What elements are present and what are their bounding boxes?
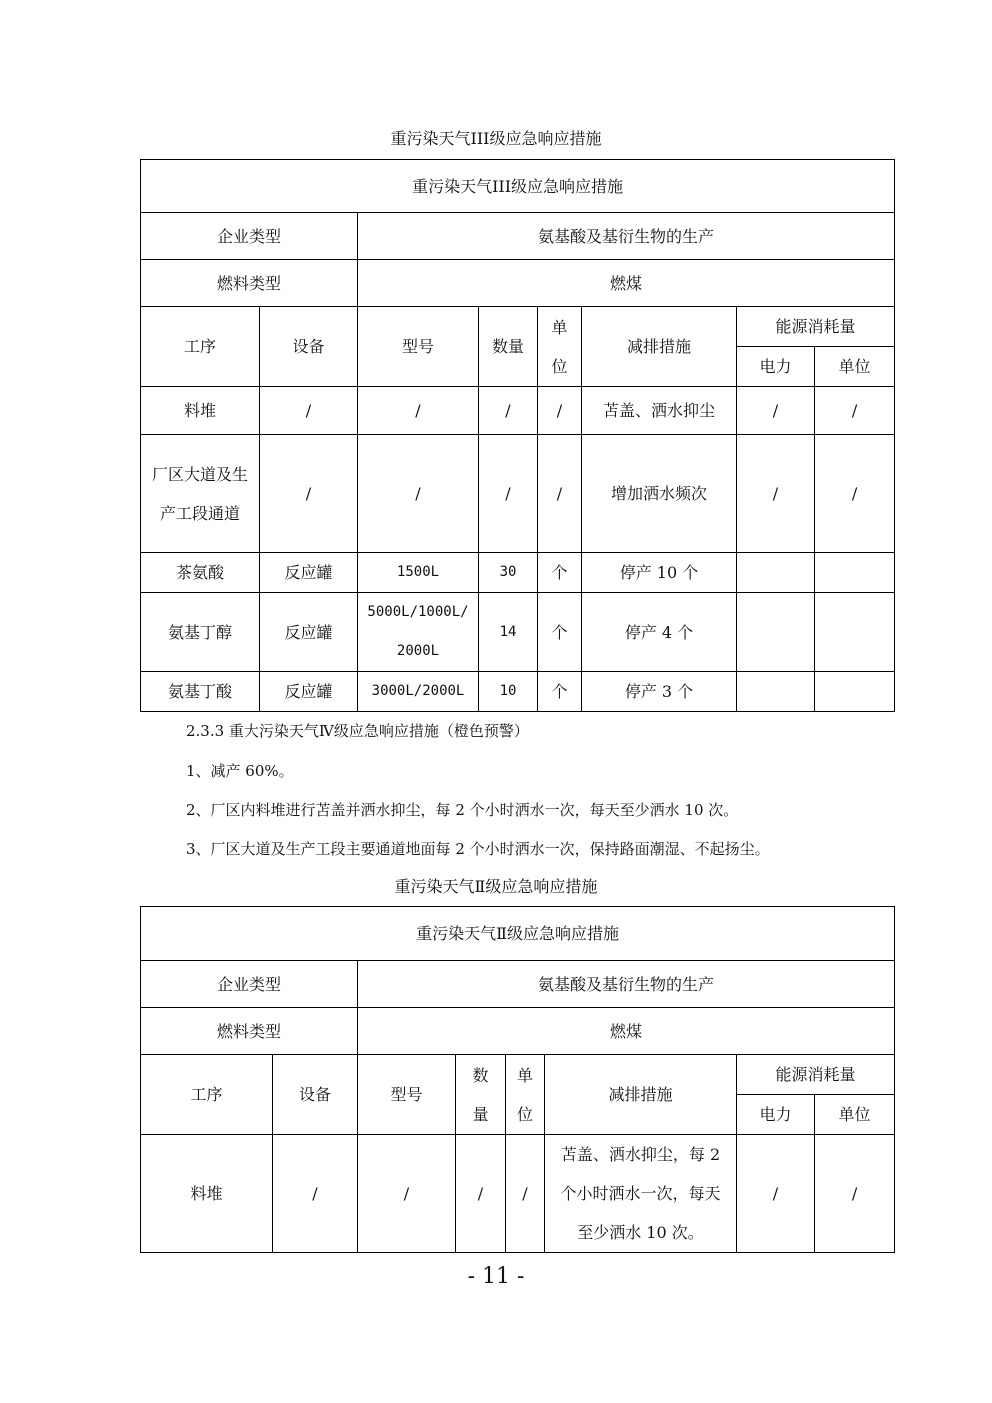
- quantity-char-2: 量: [472, 1104, 489, 1124]
- cell-power: /: [737, 1135, 815, 1253]
- table2-header-energy: 能源消耗量: [737, 1055, 895, 1095]
- table2-title: 重污染天气Ⅱ级应急响应措施: [141, 907, 895, 961]
- table-row: [141, 553, 895, 593]
- table1-enterprise-value: 氨基酸及基衍生物的生产: [358, 213, 895, 260]
- cell-measures: 停产 10 个: [582, 553, 737, 593]
- cell-model: 3000L/2000L: [358, 672, 479, 712]
- cell-power: /: [737, 435, 815, 553]
- cell-process: 氨基丁酸: [141, 672, 260, 712]
- cell-process: 料堆: [141, 1135, 273, 1253]
- table1-fuel-label: 燃料类型: [141, 260, 358, 307]
- table-row: [141, 593, 895, 672]
- cell-unit: 个: [538, 672, 582, 712]
- unit-char-2: 位: [516, 1104, 533, 1124]
- cell-process: 厂区大道及生产工段通道: [141, 435, 260, 553]
- cell-equipment: /: [260, 435, 358, 553]
- cell-unit: /: [538, 387, 582, 435]
- table1-header-energy: 能源消耗量: [737, 307, 895, 347]
- table1-title: 重污染天气III级应急响应措施: [141, 160, 895, 213]
- cell-unit: /: [538, 435, 582, 553]
- cell-energy-unit: [815, 553, 895, 593]
- table-row: [141, 1135, 895, 1253]
- table2-caption: 重污染天气Ⅱ级应急响应措施: [394, 877, 598, 896]
- table2-header-measures: 减排措施: [545, 1055, 737, 1135]
- table1-fuel-value: 燃煤: [358, 260, 895, 307]
- cell-model: 1500L: [358, 553, 479, 593]
- section-heading: 2.3.3 重大污染天气Ⅳ级应急响应措施（橙色预警）: [186, 722, 529, 740]
- cell-process: 茶氨酸: [141, 553, 260, 593]
- cell-power: [737, 593, 815, 672]
- cell-energy-unit: [815, 672, 895, 712]
- cell-model: /: [358, 1135, 456, 1253]
- table1-header-equipment: 设备: [260, 307, 358, 387]
- cell-process: 氨基丁醇: [141, 593, 260, 672]
- table2-fuel-value: 燃煤: [358, 1008, 895, 1055]
- table1-header-process: 工序: [141, 307, 260, 387]
- section-item-2: 2、厂区内料堆进行苫盖并洒水抑尘，每 2 个小时洒水一次，每天至少洒水 10 次。: [186, 801, 739, 819]
- cell-energy-unit: /: [815, 387, 895, 435]
- table2-header-energy-unit: 单位: [815, 1095, 895, 1135]
- table1-header-energy-unit: 单位: [815, 347, 895, 387]
- cell-model: /: [358, 387, 479, 435]
- cell-model: /: [358, 435, 479, 553]
- cell-process: 料堆: [141, 387, 260, 435]
- table1-header-measures: 减排措施: [582, 307, 737, 387]
- table2-header-equipment: 设备: [273, 1055, 358, 1135]
- cell-unit: 个: [538, 593, 582, 672]
- cell-power: /: [737, 387, 815, 435]
- table1-header-quantity: 数量: [479, 307, 538, 387]
- cell-model: 5000L/1000L/2000L: [358, 593, 479, 672]
- cell-measures: 停产 3 个: [582, 672, 737, 712]
- unit-char-1: 单: [516, 1065, 533, 1085]
- table2-fuel-label: 燃料类型: [141, 1008, 358, 1055]
- table1-header-model: 型号: [358, 307, 479, 387]
- table2-header-model: 型号: [358, 1055, 456, 1135]
- section-item-1: 1、减产 60%。: [186, 762, 294, 780]
- cell-quantity: /: [479, 435, 538, 553]
- table1-caption: 重污染天气III级应急响应措施: [390, 129, 602, 148]
- table2-header-power: 电力: [737, 1095, 815, 1135]
- cell-equipment: 反应罐: [260, 553, 358, 593]
- unit-char-2: 位: [551, 356, 568, 376]
- cell-measures: 苫盖、洒水抑尘，每 2 个小时洒水一次，每天至少洒水 10 次。: [545, 1135, 737, 1253]
- table2-header-quantity: [456, 1055, 506, 1135]
- unit-char-1: 单: [551, 317, 568, 337]
- table-row: [141, 387, 895, 435]
- table2-header-process: 工序: [141, 1055, 273, 1135]
- cell-quantity: 30: [479, 553, 538, 593]
- cell-energy-unit: /: [815, 435, 895, 553]
- cell-unit: /: [506, 1135, 545, 1253]
- page-number: - 11 -: [467, 1264, 525, 1289]
- cell-equipment: /: [260, 387, 358, 435]
- cell-power: [737, 672, 815, 712]
- cell-equipment: 反应罐: [260, 672, 358, 712]
- cell-unit: 个: [538, 553, 582, 593]
- table1-header-unit: [538, 307, 582, 387]
- cell-energy-unit: [815, 593, 895, 672]
- cell-quantity: /: [479, 387, 538, 435]
- table2: [140, 906, 895, 1253]
- table2-enterprise-label: 企业类型: [141, 961, 358, 1008]
- cell-measures: 停产 4 个: [582, 593, 737, 672]
- section-item-3: 3、厂区大道及生产工段主要通道地面每 2 个小时洒水一次，保持路面潮湿、不起扬尘。: [186, 840, 770, 858]
- table2-header-unit: [506, 1055, 545, 1135]
- cell-equipment: 反应罐: [260, 593, 358, 672]
- cell-measures: 苫盖、洒水抑尘: [582, 387, 737, 435]
- cell-measures: 增加洒水频次: [582, 435, 737, 553]
- table1-header-power: 电力: [737, 347, 815, 387]
- table-row: [141, 435, 895, 553]
- table-row: [141, 672, 895, 712]
- quantity-char-1: 数: [472, 1065, 489, 1085]
- cell-power: [737, 553, 815, 593]
- cell-quantity: 14: [479, 593, 538, 672]
- cell-energy-unit: /: [815, 1135, 895, 1253]
- cell-quantity: /: [456, 1135, 506, 1253]
- table1: [140, 159, 895, 712]
- table1-enterprise-label: 企业类型: [141, 213, 358, 260]
- table2-enterprise-value: 氨基酸及基衍生物的生产: [358, 961, 895, 1008]
- cell-quantity: 10: [479, 672, 538, 712]
- cell-equipment: /: [273, 1135, 358, 1253]
